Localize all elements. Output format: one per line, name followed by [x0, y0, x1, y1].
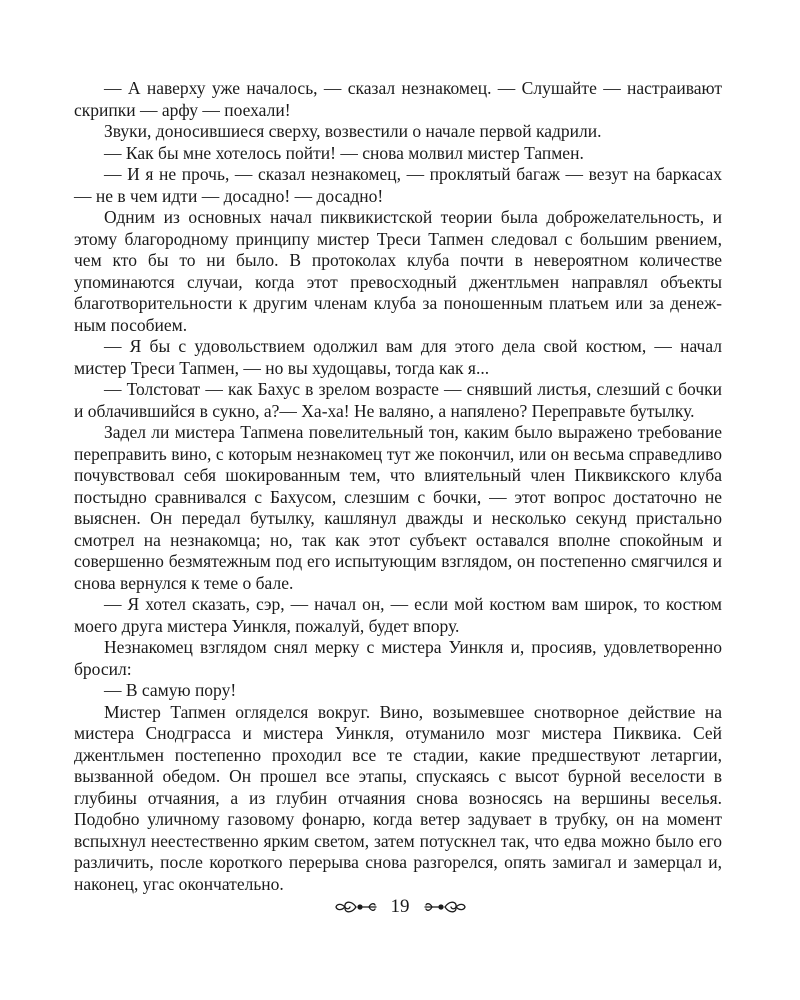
paragraph: — Как бы мне хотелось пойти! — снова молвил мистер Тапмен.: [104, 142, 584, 163]
page-number: 19: [390, 896, 410, 917]
paragraph: Одним из основных начал пиквикистской теории была доброжелательность, и этому благородному принципу мистер Треси Тапмен следовал с большим рвением, чем кто бы то ни было. В протоколах клуба почти в невероятном количестве упоминаются случаи, когда этот превосходный джентльмен направлял объекты благотворительности к другим членам клуба за поношенным платьем или за денежным пособием.: [74, 207, 722, 335]
paragraph: — И я не прочь, — сказал незнакомец, — проклятый багаж — везут на баркасах — не в чем идти — досадно! — досадно!: [74, 164, 722, 206]
paragraph: — А наверху уже началось, — сказал незнакомец. — Слушайте — настраивают скрипки — арфу — поехали!: [74, 78, 722, 120]
paragraph: Незнакомец взглядом снял мерку с мистера Уинкля и, просияв, удовлетворенно бросил:: [74, 637, 722, 679]
floral-ornament-icon: [422, 898, 468, 916]
paragraph: — В самую пору!: [104, 680, 237, 700]
paragraph: — Толстоват — как Бахус в зрелом возрасте — снявший листья, слезший с бочки и облачившийся в сукно, а?— Ха-ха! Не валяно, а напялено? Переправьте бутылку.: [74, 379, 722, 421]
page-footer: [0, 894, 800, 920]
paragraph: — Я бы с удовольствием одолжил вам для этого дела свой костюм, — начал мистер Треси Тапмен, — но вы худощавы, тогда как я...: [74, 336, 722, 378]
body-text: [74, 78, 722, 895]
paragraph: Задел ли мистера Тапмена повелительный тон, каким было выражено требование переправить вино, с которым незнакомец тут же покончил, или он весьма справедливо почувствовал себя шокированным тем, что влиятельный член Пиквикского клуба постыдно сравнивался с Бахусом, слезшим с бочки, — этот вопрос достаточно не выяснен. Он передал бутылку, кашлянул дважды и несколько секунд пристально смотрел на незнакомца; но, так как этот субъект оставался вполне спокойным и совершенно безмятежным под его испытующим взглядом, он постепенно смягчился и снова вернулся к теме о бале.: [74, 422, 722, 593]
paragraph: — Я хотел сказать, сэр, — начал он, — если мой костюм вам широк, то костюм моего друга мистера Уинкля, пожалуй, будет впору.: [74, 594, 722, 636]
paragraph: Мистер Тапмен огляделся вокруг. Вино, возымевшее снотворное действие на мистера Снодграсса и мистера Уинкля, отуманило мозг мистера Пиквика. Сей джентльмен постепенно проходил все те стадии, какие предшествуют летаргии, вызванной обедом. Он прошел все этапы, спускаясь с высот бурной веселости в глубины отчаяния, а из глубин отчаяния снова возносясь на вершины веселья. Подобно уличному газовому фонарю, когда ветер задувает в трубку, он на момент вспыхнул неестественно ярким светом, затем потускнел так, что едва можно было его различить, после короткого перерыва снова разгорелся, опять замигал и замерцал и, наконец, угас окончательно.: [74, 701, 722, 894]
paragraph: Звуки, доносившиеся сверху, возвестили о начале первой кадрили.: [104, 121, 602, 141]
floral-ornament-icon: [333, 898, 379, 916]
